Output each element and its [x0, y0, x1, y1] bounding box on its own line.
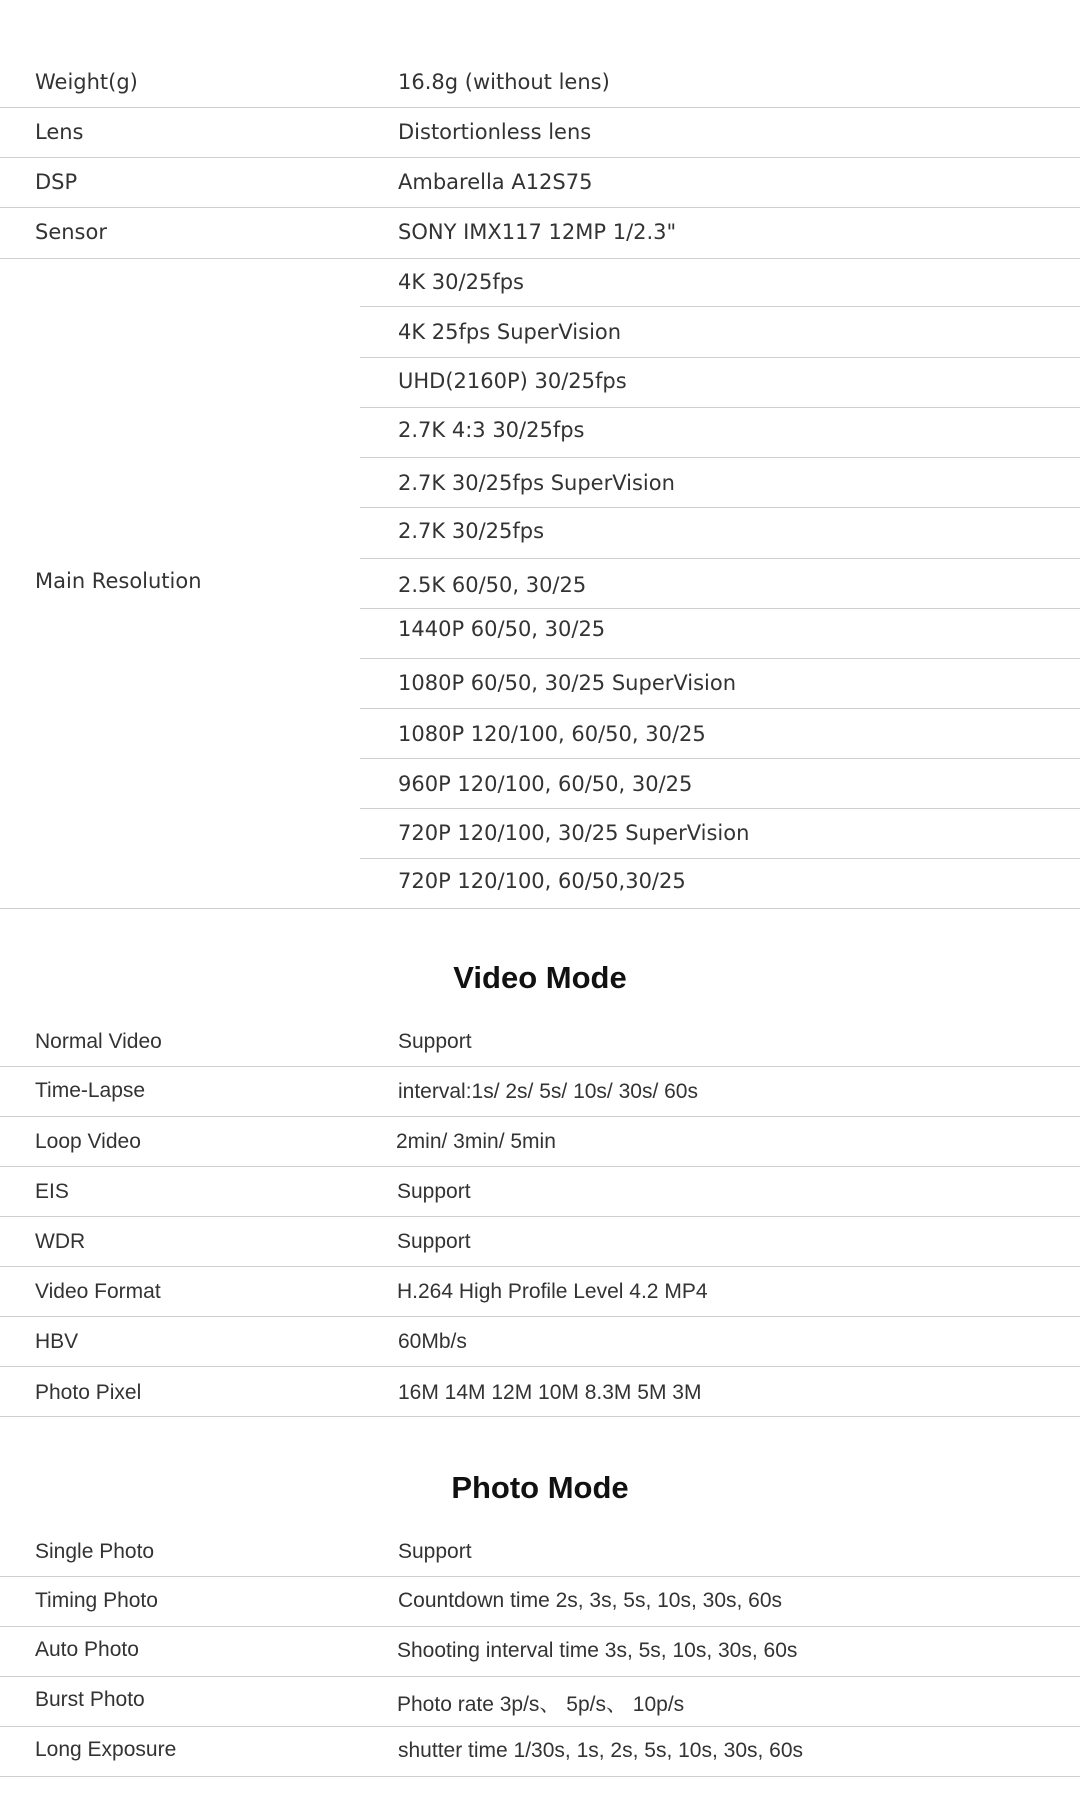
spec-label: Normal Video — [35, 1030, 162, 1053]
spec-label: DSP — [35, 170, 78, 194]
resolution-value: 720P 120/100, 30/25 SuperVision — [398, 821, 750, 845]
video-row — [0, 1217, 1080, 1267]
spec-value: Countdown time 2s, 3s, 5s, 10s, 30s, 60s — [398, 1589, 783, 1612]
spec-value: Support — [397, 1230, 471, 1253]
resolution-item — [360, 759, 1080, 809]
spec-label: Single Photo — [35, 1540, 155, 1563]
spec-label: Main Resolution — [35, 569, 202, 593]
photo-row — [0, 1527, 1080, 1577]
spec-row-weight — [0, 58, 1080, 108]
spec-value: SONY IMX117 12MP 1/2.3" — [398, 220, 677, 244]
spec-row-dsp — [0, 158, 1080, 208]
resolution-value: 720P 120/100, 60/50,30/25 — [398, 869, 686, 893]
photo-row — [0, 1577, 1080, 1627]
spec-value: Ambarella A12S75 — [398, 170, 593, 194]
spec-label: Burst Photo — [35, 1688, 145, 1711]
video-mode-title: Video Mode — [453, 960, 627, 995]
photo-mode-title: Photo Mode — [451, 1470, 629, 1505]
video-row — [0, 1317, 1080, 1367]
spec-label: WDR — [35, 1230, 86, 1253]
resolution-value: 1080P 120/100, 60/50, 30/25 — [398, 722, 706, 746]
resolution-value: 4K 30/25fps — [398, 270, 524, 294]
video-row — [0, 1117, 1080, 1167]
resolution-item — [360, 458, 1080, 508]
spec-value: Support — [397, 1180, 471, 1203]
resolution-value: 1080P 60/50, 30/25 SuperVision — [398, 671, 737, 695]
video-row — [0, 1017, 1080, 1067]
spec-label: HBV — [35, 1330, 79, 1353]
resolution-value: 2.7K 4:3 30/25fps — [398, 418, 585, 442]
photo-row — [0, 1627, 1080, 1677]
resolution-item — [360, 709, 1080, 759]
spec-label: Lens — [35, 120, 84, 144]
resolution-item — [360, 259, 1080, 307]
resolution-item — [360, 559, 1080, 609]
spec-label: Auto Photo — [35, 1638, 139, 1661]
spec-value: Support — [398, 1030, 472, 1053]
spec-value: shutter time 1/30s, 1s, 2s, 5s, 10s, 30s, 60s — [398, 1739, 804, 1762]
spec-value: interval:1s/ 2s/ 5s/ 10s/ 30s/ 60s — [398, 1080, 698, 1103]
video-row — [0, 1067, 1080, 1117]
video-row — [0, 1267, 1080, 1317]
resolution-value: 960P 120/100, 60/50, 30/25 — [398, 772, 693, 796]
spec-row-sensor — [0, 208, 1080, 259]
resolution-item — [360, 508, 1080, 559]
resolution-item — [360, 408, 1080, 458]
resolution-value: 2.7K 30/25fps — [398, 519, 545, 543]
spec-value: H.264 High Profile Level 4.2 MP4 — [397, 1280, 708, 1303]
video-row — [0, 1167, 1080, 1217]
spec-label: Long Exposure — [35, 1738, 177, 1761]
resolution-item — [360, 859, 1080, 908]
photo-row — [0, 1727, 1080, 1777]
photo-row — [0, 1677, 1080, 1727]
spec-value: 16M 14M 12M 10M 8.3M 5M 3M — [398, 1381, 702, 1404]
resolution-item — [360, 609, 1080, 659]
resolution-value: 2.5K 60/50, 30/25 — [398, 573, 587, 597]
spec-label: Loop Video — [35, 1130, 141, 1153]
spec-label: Sensor — [35, 220, 107, 244]
spec-value: Support — [398, 1540, 472, 1563]
spec-value: Distortionless lens — [398, 120, 592, 144]
spec-label: Time-Lapse — [35, 1079, 146, 1102]
resolution-value: 1440P 60/50, 30/25 — [398, 617, 606, 641]
spec-label: Timing Photo — [35, 1589, 158, 1612]
spec-value: 2min/ 3min/ 5min — [396, 1130, 556, 1153]
resolution-value: 4K 25fps SuperVision — [398, 320, 622, 344]
video-row — [0, 1367, 1080, 1417]
resolution-value: UHD(2160P) 30/25fps — [398, 369, 627, 393]
spec-value: 60Mb/s — [398, 1330, 467, 1353]
spec-value: Shooting interval time 3s, 5s, 10s, 30s, 60s — [397, 1639, 798, 1662]
spec-label: Video Format — [35, 1280, 161, 1303]
spec-row-main-resolution — [0, 259, 1080, 909]
resolution-item — [360, 358, 1080, 408]
spec-label: Photo Pixel — [35, 1381, 142, 1404]
spec-row-lens — [0, 108, 1080, 158]
resolution-item — [360, 659, 1080, 709]
spec-label: EIS — [35, 1180, 69, 1203]
spec-label: Weight(g) — [35, 70, 138, 94]
spec-value: 16.8g (without lens) — [398, 70, 610, 94]
resolution-item — [360, 809, 1080, 859]
spec-value: Photo rate 3p/s、 5p/s、 10p/s — [397, 1693, 685, 1716]
resolution-value: 2.7K 30/25fps SuperVision — [398, 471, 675, 495]
resolution-item — [360, 307, 1080, 358]
